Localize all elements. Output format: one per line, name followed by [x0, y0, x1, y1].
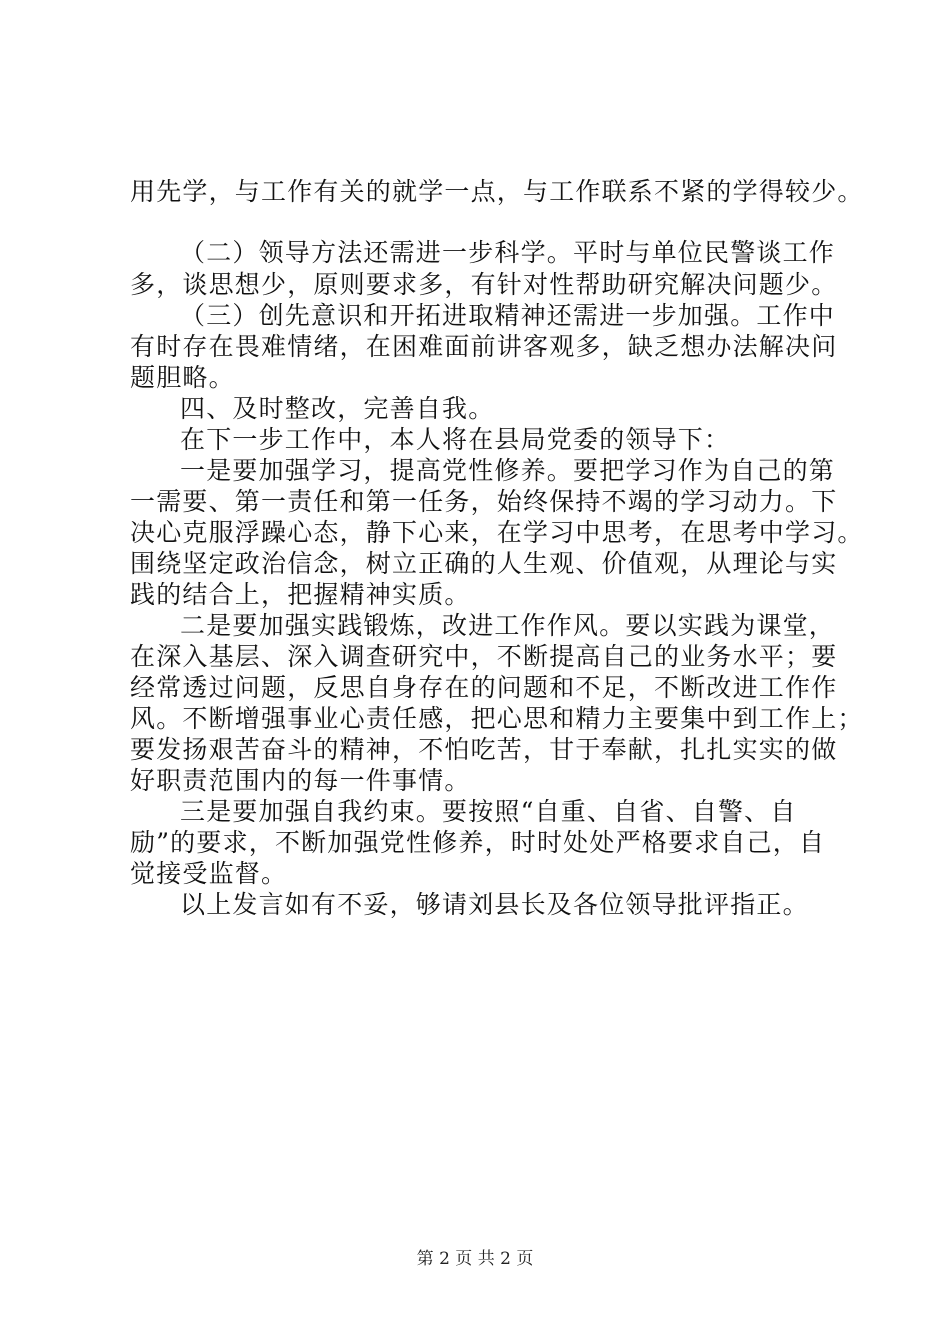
body-line: 题胆略。 [130, 363, 235, 392]
body-line: 一需要、第一责任和第一任务，始终保持不竭的学习动力。下 [130, 487, 838, 516]
body-line: 觉接受监督。 [130, 859, 288, 888]
body-line: 多，谈思想少，原则要求多，有针对性帮助研究解决问题少。 [130, 270, 838, 299]
body-line: 有时存在畏难情绪，在困难面前讲客观多，缺乏想办法解决问 [130, 332, 838, 361]
section-heading: 四、及时整改，完善自我。 [180, 394, 495, 423]
body-line: 一是要加强学习，提高党性修养。要把学习作为自己的第 [180, 456, 836, 485]
body-line: 践的结合上，把握精神实质。 [130, 580, 471, 609]
body-line: 二是要加强实践锻炼，改进工作作风。要以实践为课堂， [180, 611, 836, 640]
body-line: 好职责范围内的每一件事情。 [130, 766, 471, 795]
body-line: 决心克服浮躁心态，静下心来，在学习中思考，在思考中学习。 [130, 518, 864, 547]
closing-line: 以上发言如有不妥，够请刘县长及各位领导批评指正。 [180, 890, 809, 919]
body-line: 用先学，与工作有关的就学一点，与工作联系不紧的学得较少。 [130, 177, 864, 206]
body-line: 围绕坚定政治信念，树立正确的人生观、价值观，从理论与实 [130, 549, 838, 578]
body-line: 在下一步工作中，本人将在县局党委的领导下： [180, 425, 731, 454]
body-line: 在深入基层、深入调查研究中，不断提高自己的业务水平；要 [130, 642, 838, 671]
body-line: 经常透过问题，反思自身存在的问题和不足，不断改进工作作 [130, 673, 838, 702]
page-footer: 第 2 页 共 2 页 [416, 1249, 534, 1269]
body-line: 三是要加强自我约束。要按照“自重、自省、自警、自 [180, 797, 797, 826]
body-line: （二）领导方法还需进一步科学。平时与单位民警谈工作 [180, 238, 836, 267]
body-line: （三）创先意识和开拓进取精神还需进一步加强。工作中 [180, 301, 836, 330]
body-line: 励”的要求，不断加强党性修养，时时处处严格要求自己，自 [130, 828, 826, 857]
body-line: 风。不断增强事业心责任感，把心思和精力主要集中到工作上； [130, 704, 864, 733]
body-line: 要发扬艰苦奋斗的精神，不怕吃苦，甘于奉献，扎扎实实的做 [130, 735, 838, 764]
